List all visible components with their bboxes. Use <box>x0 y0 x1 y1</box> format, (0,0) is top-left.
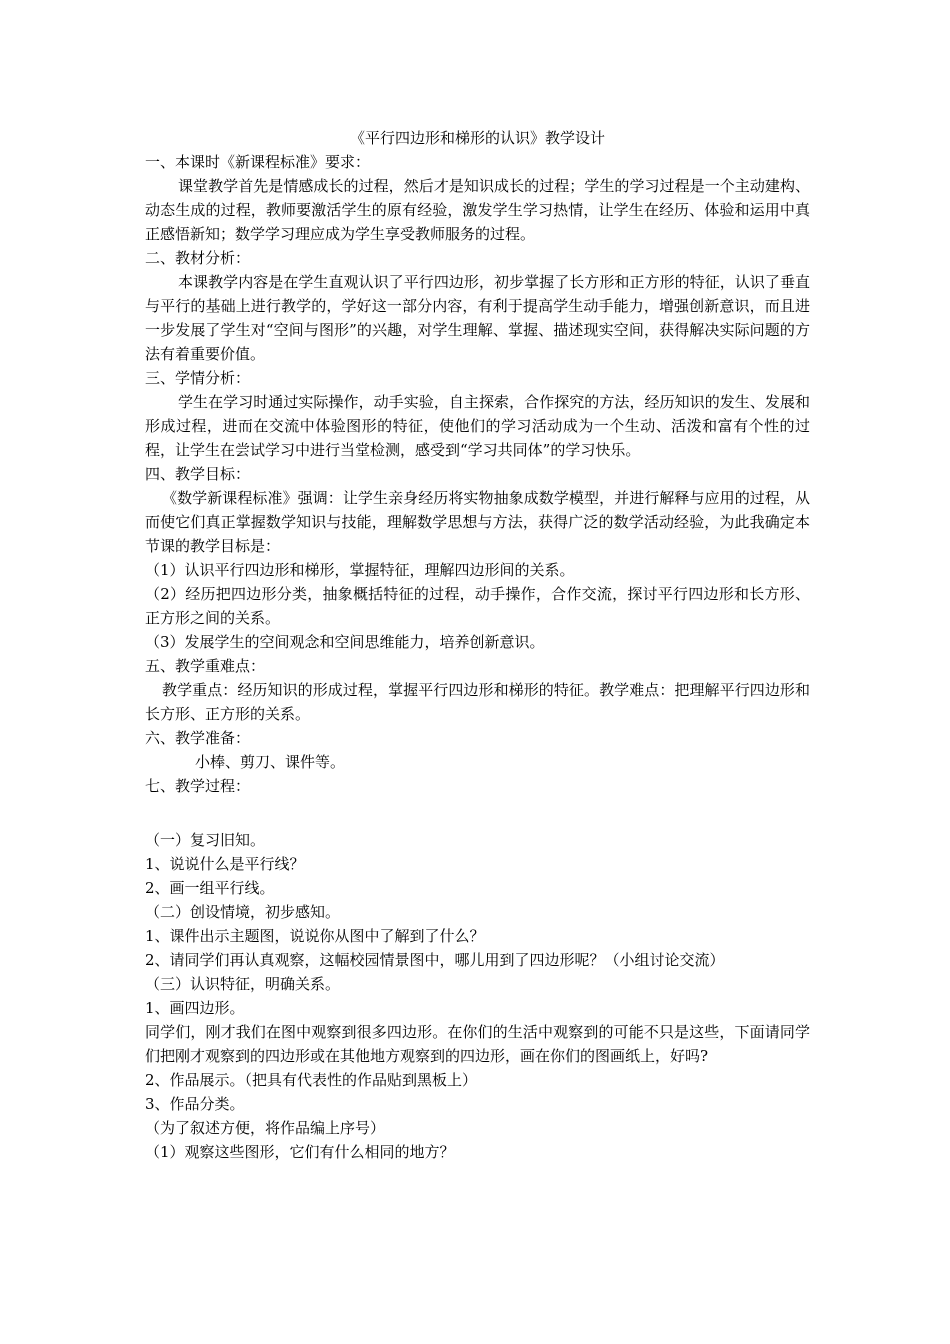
goal-1: （1）认识平行四边形和梯形，掌握特征，理解四边形间的关系。 <box>145 561 575 579</box>
process-item-4: 2、请同学们再认真观察，这幅校园情景图中，哪儿用到了四边形呢？（小组讨论交流） <box>145 951 725 969</box>
section-6-heading: 六、教学准备： <box>145 729 251 747</box>
process-item-3: 1、课件出示主题图，说说你从图中了解到了什么？ <box>145 927 485 945</box>
process-note: （为了叙述方便，将作品编上序号） <box>145 1119 386 1137</box>
section-6-body: 小棒、剪刀、课件等。 <box>195 753 346 771</box>
section-4-heading: 四、教学目标： <box>145 465 251 483</box>
section-3-heading: 三、学情分析： <box>145 369 251 387</box>
section-5-body: 教学重点：经历知识的形成过程，掌握平行四边形和梯形的特征。教学难点：把理解平行四边形和长方形、正方形的关系。 <box>145 681 810 723</box>
section-7-heading: 七、教学过程： <box>145 777 251 795</box>
section-4-body: 《数学新课程标准》强调：让学生亲身经历将实物抽象成数学模型，并进行解释与应用的过程，从而使它们真正掌握数学知识与技能，理解数学思想与方法，获得广泛的数学活动经验，为此我确定本节课的教学目标是： <box>145 489 810 555</box>
process-step-1: （一）复习旧知。 <box>145 831 266 849</box>
section-1-body: 课堂教学首先是情感成长的过程，然后才是知识成长的过程；学生的学习过程是一个主动建构、动态生成的过程，教师要激活学生的原有经验，激发学生学习热情，让学生在经历、体验和运用中真正感悟新知；数学学习理应成为学生享受教师服务的过程。 <box>145 177 810 243</box>
process-paragraph: 同学们，刚才我们在图中观察到很多四边形。在你们的生活中观察到的可能不只是这些，下面请同学们把刚才观察到的四边形或在其他地方观察到的四边形，画在你们的图画纸上，好吗? <box>145 1023 810 1065</box>
section-1-heading: 一、本课时《新课程标准》要求： <box>145 153 371 171</box>
section-3-body: 学生在学习时通过实际操作，动手实验，自主探索，合作探究的方法，经历知识的发生、发展和形成过程，进而在交流中体验图形的特征，使他们的学习活动成为一个生动、活泼和富有个性的过程，让学生在尝试学习中进行当堂检测，感受到“学习共同体”的学习快乐。 <box>145 393 810 459</box>
section-5-heading: 五、教学重难点： <box>145 657 266 675</box>
spacer <box>145 798 810 828</box>
process-question: （1）观察这些图形，它们有什么相同的地方？ <box>145 1143 455 1161</box>
process-item-5: 1、画四边形。 <box>145 999 245 1017</box>
process-item-6: 2、作品展示。（把具有代表性的作品贴到黑板上） <box>145 1071 478 1089</box>
process-item-7: 3、作品分类。 <box>145 1095 245 1113</box>
process-step-2: （二）创设情境，初步感知。 <box>145 903 341 921</box>
document-title: 《平行四边形和梯形的认识》教学设计 <box>349 129 605 147</box>
process-step-3: （三）认识特征，明确关系。 <box>145 975 341 993</box>
goal-2: （2）经历把四边形分类，抽象概括特征的过程，动手操作，合作交流，探讨平行四边形和长方形、正方形之间的关系。 <box>145 585 810 627</box>
goal-3: （3）发展学生的空间观念和空间思维能力，培养创新意识。 <box>145 633 545 651</box>
process-item-2: 2、画一组平行线。 <box>145 879 275 897</box>
document-content <box>145 126 810 1164</box>
section-2-heading: 二、教材分析： <box>145 249 251 267</box>
section-2-body: 本课教学内容是在学生直观认识了平行四边形，初步掌握了长方形和正方形的特征，认识了垂直与平行的基础上进行教学的，学好这一部分内容，有利于提高学生动手能力，增强创新意识，而且进一步发展了学生对“空间与图形”的兴趣，对学生理解、掌握、描述现实空间，获得解决实际问题的方法有着重要价值。 <box>145 273 810 363</box>
process-item-1: 1、说说什么是平行线？ <box>145 855 305 873</box>
